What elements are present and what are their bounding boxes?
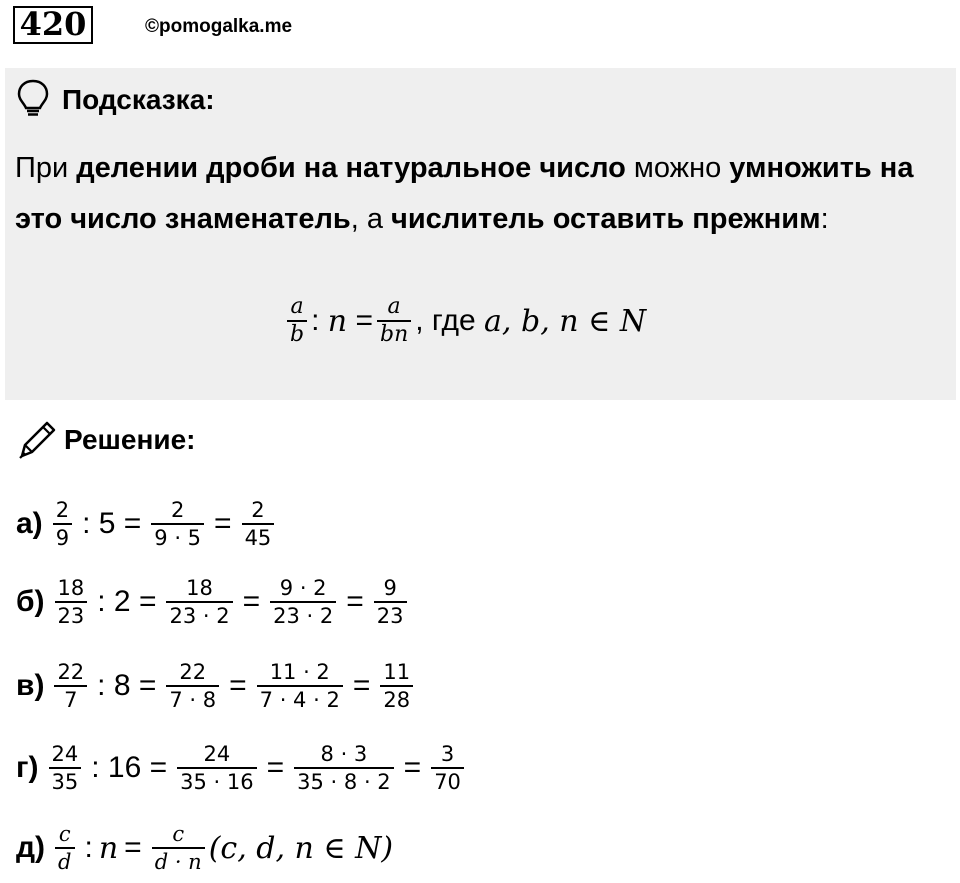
solution-title: Решение: [64,424,196,455]
solution-row-c: в) $\frac{22}{7}$ : 8 = $\frac{22}{7 \cdot 8}$ = $\frac{11 \cdot 2}{7 \cdot 4 \cdot 2}$ = $\frac{11}{28}$ [16,654,417,718]
hint-title: Подсказка: [62,84,215,115]
hint-text: При делении дроби на натуральное число можно умножить на это число знаменатель, а числитель оставить прежним: [15,152,914,235]
hint-formula: $\frac{a}{b}$ : n = $\frac{a}{bn}$ , где a, b, n ∈ N [283,290,646,352]
solution-row-d: г) $\frac{24}{35}$ : 16 = $\frac{24}{35 \cdot 16}$ = $\frac{8 \cdot 3}{35 \cdot 8 \cdot 2}$ = $\frac{3}{70}$ [16,736,468,800]
solution-row-e: д) $\frac{c}{d}$ : n = $\frac{c}{d \cdot n}$ (c, d, n ∈ N) [16,822,394,874]
pencil-icon [16,418,58,462]
formula-fraction: $\frac{a}{b}$ [287,294,307,348]
copyright-text: ©pomogalka.me [145,16,293,37]
solution-row-b: б) $\frac{18}{23}$ : 2 = $\frac{18}{23 \cdot 2}$ = $\frac{9 \cdot 2}{23 \cdot 2}$ = $\frac{9}{23}$ [16,570,411,634]
problem-number: 420 [13,6,93,44]
formula-fraction: $\frac{a}{bn}$ [377,294,411,348]
lightbulb-icon [16,78,50,118]
solution-row-a: а) $\frac{2}{9}$ : 5 = $\frac{2}{9 \cdot 5}$ = $\frac{2}{45}$ [16,492,278,556]
